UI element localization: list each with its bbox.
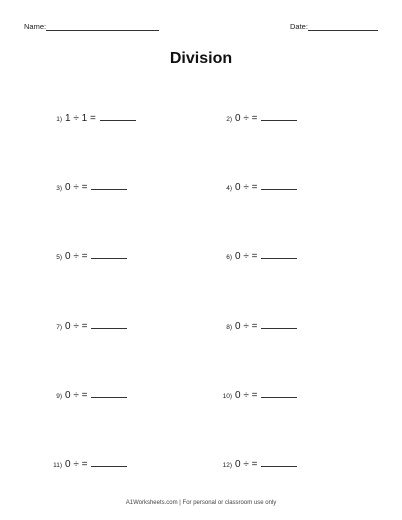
problem-number: 4): [226, 185, 232, 192]
problem-expression: 0 ÷ =: [235, 321, 258, 332]
answer-blank[interactable]: [100, 111, 136, 121]
problem-expression: 0 ÷ =: [65, 390, 88, 401]
problem-expression: 0 ÷ =: [235, 459, 258, 470]
answer-blank[interactable]: [261, 457, 297, 467]
problem-number: 10): [222, 393, 232, 400]
date-field[interactable]: [290, 22, 378, 31]
answer-blank[interactable]: [261, 388, 297, 398]
problem-expression: 0 ÷ =: [235, 251, 258, 262]
problem-4: [218, 180, 297, 193]
problem-6: [218, 249, 297, 262]
answer-blank[interactable]: [91, 457, 127, 467]
footer-credit: A1Worksheets.com | For personal or classroom use only: [125, 500, 277, 506]
page-title: Division: [169, 50, 233, 67]
problem-expression: 0 ÷ =: [65, 182, 88, 193]
answer-blank[interactable]: [261, 319, 297, 329]
problem-7: [48, 319, 127, 332]
problem-8: [218, 319, 297, 332]
date-label: Date:: [290, 22, 308, 31]
problem-expression: 1 ÷ 1 =: [65, 113, 96, 124]
name-line[interactable]: [46, 22, 159, 31]
problem-1: [48, 111, 136, 124]
problem-number: 3): [56, 185, 62, 192]
problem-number: 11): [53, 462, 62, 469]
answer-blank[interactable]: [91, 249, 127, 259]
problem-number: 1): [56, 116, 62, 123]
problem-number: 6): [226, 254, 232, 261]
problem-number: 7): [56, 324, 62, 331]
answer-blank[interactable]: [261, 249, 297, 259]
answer-blank[interactable]: [91, 388, 127, 398]
problem-expression: 0 ÷ =: [65, 251, 88, 262]
date-line[interactable]: [308, 22, 378, 31]
problem-12: [218, 457, 297, 470]
answer-blank[interactable]: [261, 111, 297, 121]
name-label: Name:: [24, 22, 47, 31]
problem-5: [48, 249, 127, 262]
problem-expression: 0 ÷ =: [235, 390, 258, 401]
problem-3: [48, 180, 127, 193]
problem-9: [48, 388, 127, 401]
problem-number: 8): [226, 324, 232, 331]
answer-blank[interactable]: [261, 180, 297, 190]
problem-number: 5): [56, 254, 62, 261]
problem-number: 12): [222, 462, 232, 469]
problem-expression: 0 ÷ =: [65, 459, 88, 470]
problem-number: 2): [226, 116, 232, 123]
problem-number: 9): [56, 393, 62, 400]
name-field[interactable]: [24, 22, 159, 31]
problem-expression: 0 ÷ =: [65, 321, 88, 332]
answer-blank[interactable]: [91, 180, 127, 190]
problem-expression: 0 ÷ =: [235, 182, 258, 193]
problem-2: [218, 111, 297, 124]
answer-blank[interactable]: [91, 319, 127, 329]
problem-11: [48, 457, 127, 470]
problem-expression: 0 ÷ =: [235, 113, 258, 124]
problem-10: [218, 388, 297, 401]
